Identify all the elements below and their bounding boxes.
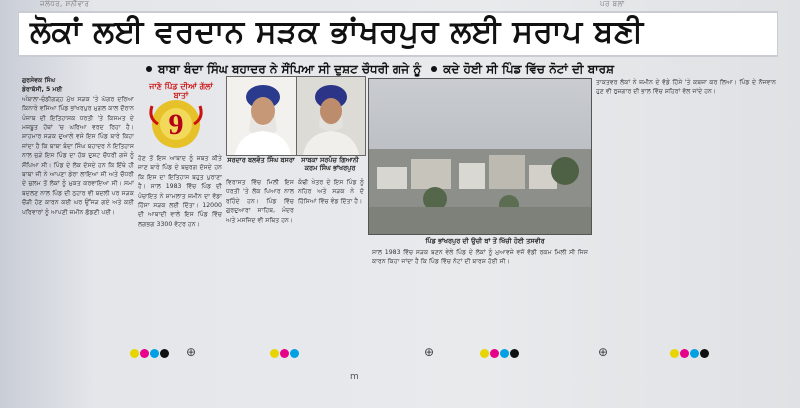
person-image	[297, 77, 365, 155]
color-swatch	[160, 349, 169, 358]
color-swatch	[290, 349, 299, 358]
column-2-text: ਹੋਣ ਤੋਂ ਇਸ ਆਬਾਦ ਨੂੰ ਜ਼ਬਤ ਕੀਤੇ ਜਾਣ ਬਾਰੇ ਪਿੰਡ ਦੇ ਬਜ਼ੁਰਗ ਦੱਸਦੇ ਹਨ ਕਿ ਇਸ ਦਾ ਇਤਿਹਾਸ ਬਹੁਤ ਪੁਰਾਣਾ ਹੈ। ਸਾਲ 1983 ਵਿੱਚ ਪਿੰਡ ਦੀ ਪੰਚਾਇਤ ਨੇ ਸ਼ਾਮਲਾਤ ਜ਼ਮੀਨ ਦਾ ਵੱਡਾ ਹਿੱਸਾ ਸੜਕ ਲਈ ਦਿੱਤਾ। 12000 ਦੀ ਆਬਾਦੀ ਵਾਲੇ ਇਸ ਪਿੰਡ ਵਿੱਚ ਲਗਭਗ 3300 ਵੋਟਰ ਹਨ।	[138, 155, 222, 228]
subhead-1: ਬਾਬਾ ਬੰਦਾ ਸਿੰਘ ਬਹਾਦਰ ਨੇ ਸੌਂਪਿਆ ਸੀ ਦੁਸ਼ਟ ਚੌਧਰੀ ਗਜੇ ਨੂੰ	[158, 62, 422, 76]
color-swatch	[140, 349, 149, 358]
headline: ਲੋਕਾਂ ਲਈ ਵਰਦਾਨ ਸੜਕ ਭਾਂਖਰਪੁਰ ਲਈ ਸਰਾਪ ਬਣੀ	[30, 14, 644, 50]
column-4-text: ਕੰਢੀ ਖੇਤਰ ਦੇ ਇਸ ਪਿੰਡ ਨੂੰ ਨਹਿਰ ਅਤੇ ਸੜਕ ਨੇ ਦੋ ਹਿੱਸਿਆਂ ਵਿੱਚ ਵੰਡ ਦਿੱਤਾ ਹੈ।	[298, 179, 364, 205]
page-label: ਪਰ ਬਲਾਂ	[600, 0, 625, 8]
color-swatch	[670, 349, 679, 358]
village-image	[369, 79, 591, 234]
article-column-1	[22, 76, 134, 338]
print-color-bar	[480, 349, 519, 358]
registration-mark-icon: ⊕	[424, 345, 435, 359]
bullet-icon	[146, 66, 152, 72]
color-swatch	[490, 349, 499, 358]
registration-mark-icon: ⊕	[186, 345, 197, 359]
color-swatch	[130, 349, 139, 358]
dateline: ਡੇਰਾਬੱਸੀ, 5 ਮਈ	[22, 86, 63, 94]
byline: ਗੁਰਸੇਵਕ ਸਿੰਘ	[22, 77, 56, 84]
color-swatch	[150, 349, 159, 358]
bullet-icon	[431, 66, 437, 72]
photo-1-caption: ਸਰਦਾਰ ਬਲਵੰਤ ਸਿੰਘ ਬਸਰਾ	[227, 156, 295, 164]
column-3-text: ਵਿਰਾਸਤ ਵਿੱਚ ਮਿਲੀ ਇਸ ਧਰਤੀ 'ਤੇ ਲੋਕ ਪਿਆਰ ਨਾਲ ਰਹਿੰਦੇ ਹਨ। ਪਿੰਡ ਵਿੱਚ ਗੁਰਦੁਆਰਾ ਸਾਹਿਬ, ਮੰਦਰ ਅਤੇ ਮਸਜਿਦ ਵੀ ਸਥਿਤ ਹਨ।	[226, 179, 294, 224]
top-text: ਜਲੰਧਰ, ਸ਼ਨੀਵਾਰ	[40, 0, 90, 8]
portrait-photo-2	[296, 76, 366, 156]
column-6-text: ਤਾਕਤਵਰ ਲੋਕਾਂ ਨੇ ਜ਼ਮੀਨ ਦੇ ਵੱਡੇ ਹਿੱਸੇ 'ਤੇ ਕਬਜ਼ਾ ਕਰ ਲਿਆ। ਪਿੰਡ ਦੇ ਨੌਜਵਾਨ ਹੁਣ ਵੀ ਰੁਜ਼ਗਾਰ ਦੀ ਭਾਲ ਵਿੱਚ ਸ਼ਹਿਰਾਂ ਵੱਲ ਜਾਂਦੇ ਹਨ।	[596, 79, 776, 96]
article-column-4	[298, 178, 364, 338]
color-swatch	[510, 349, 519, 358]
color-swatch	[270, 349, 279, 358]
portrait-photo-1	[226, 76, 298, 156]
page-top-line	[40, 0, 780, 10]
logo-number: 9	[168, 108, 184, 141]
person-image	[227, 77, 297, 155]
column-1-text: ਅੰਬਾਲਾ-ਚੰਡੀਗੜ੍ਹ ਮੁੱਖ ਸੜਕ 'ਤੇ ਘੱਗਰ ਦਰਿਆ ਕਿਨਾਰੇ ਵਸਿਆ ਪਿੰਡ ਭਾਂਖਰਪੁਰ ਮੁਗਲ ਕਾਲ ਦੌਰਾਨ ਪੰਜਾਬ ਦੀ ਇਤਿਹਾਸਕ ਧਰਤੀ 'ਤੇ ਕਿਸਮਤ ਦੇ ਮਜ਼ਬੂਤ ਹੱਥਾਂ 'ਚ ਘਰਿਆ ਵਰਦ ਰਿਹਾ ਹੈ। ਸ਼ਾਹਮਾਰ ਸੜਕ ਦੁਆਲੇ ਵਸੇ ਇਸ ਪਿੰਡ ਬਾਰੇ ਕਿਹਾ ਜਾਂਦਾ ਹੈ ਕਿ ਬਾਬਾ ਬੰਦਾ ਸਿੰਘ ਬਹਾਦਰ ਨੇ ਇਤਿਹਾਸ ਨਾਲ ਜੁੜੇ ਇਸ ਪਿੰਡ ਦਾ ਹੱਕ ਦੁਸ਼ਟ ਚੌਧਰੀ ਗਜੇ ਨੂੰ ਸੌਂਪਿਆ ਸੀ। ਪਿੰਡ ਦੇ ਲੋਕ ਦੱਸਦੇ ਹਨ ਕਿ ਇੱਥੇ ਹੀ ਬਾਬਾ ਜੀ ਨੇ ਆਪਣਾ ਡੇਰਾ ਲਾਇਆ ਸੀ ਅਤੇ ਚੌਧਰੀ ਦੇ ਜ਼ੁਲਮ ਤੋਂ ਲੋਕਾਂ ਨੂੰ ਮੁਕਤ ਕਰਵਾਇਆ ਸੀ। ਸਮਾਂ ਬਦਲਣ ਨਾਲ ਪਿੰਡ ਦੀ ਨੁਹਾਰ ਵੀ ਬਦਲੀ ਪਰ ਸੜਕ ਚੌੜੀ ਹੋਣ ਕਾਰਨ ਕਈ ਘਰ ਉੱਜੜ ਗਏ ਅਤੇ ਕਈ ਪਰਿਵਾਰਾਂ ਨੂੰ ਆਪਣੀ ਜ਼ਮੀਨ ਛੱਡਣੀ ਪਈ।	[22, 95, 134, 216]
article-column-3	[226, 178, 294, 338]
registration-mark-icon: ⊕	[598, 345, 609, 359]
article-column-6	[596, 78, 776, 338]
logo-title: ਜਾਣੋ ਪਿੰਡ ਦੀਆਂ ਗੱਲਾਂ ਬਾਤਾਂ	[149, 82, 213, 100]
color-swatch	[690, 349, 699, 358]
village-photo-caption: ਪਿੰਡ ਭਾਂਖਰਪੁਰ ਦੀ ਉਚੀ ਥਾਂ ਤੋਂ ਖਿੱਚੀ ਹੋਈ ਤਸਵੀਰ	[425, 237, 545, 245]
color-swatch	[700, 349, 709, 358]
column-5-text: ਸਾਲ 1983 ਵਿੱਚ ਸੜਕ ਬਣਨ ਵੇਲੇ ਪਿੰਡ ਦੇ ਲੋਕਾਂ ਨੂੰ ਮੁਆਵਜ਼ੇ ਵਜੋਂ ਵੱਡੀ ਰਕਮ ਮਿਲੀ ਸੀ ਜਿਸ ਕਾਰਨ ਕਿਹਾ ਜਾਂਦਾ ਹੈ ਕਿ ਪਿੰਡ ਵਿੱਚ ਨੋਟਾਂ ਦੀ ਬਾਰਸ਼ ਹੋਈ ਸੀ।	[372, 249, 588, 266]
village-photo	[368, 78, 592, 235]
photo-2-caption: ਸਾਬਕਾ ਸਰਪੰਚ ਗਿਆਨੀ ਕਰਮ ਸਿੰਘ ਭਾਂਖਰਪੁਰ	[301, 156, 359, 172]
print-color-bar	[130, 349, 169, 358]
color-swatch	[480, 349, 489, 358]
article-column-5	[372, 248, 588, 338]
series-logo	[140, 80, 222, 152]
color-swatch	[500, 349, 509, 358]
print-color-bar	[270, 349, 299, 358]
color-swatch	[680, 349, 689, 358]
color-swatch	[280, 349, 289, 358]
print-color-bar	[670, 349, 709, 358]
page-bottom-mark: m	[350, 372, 359, 382]
article-column-2	[138, 154, 222, 338]
subhead-2: ਕਦੇ ਹੋਈ ਸੀ ਪਿੰਡ ਵਿੱਚ ਨੋਟਾਂ ਦੀ ਬਾਰਸ਼	[443, 62, 615, 76]
